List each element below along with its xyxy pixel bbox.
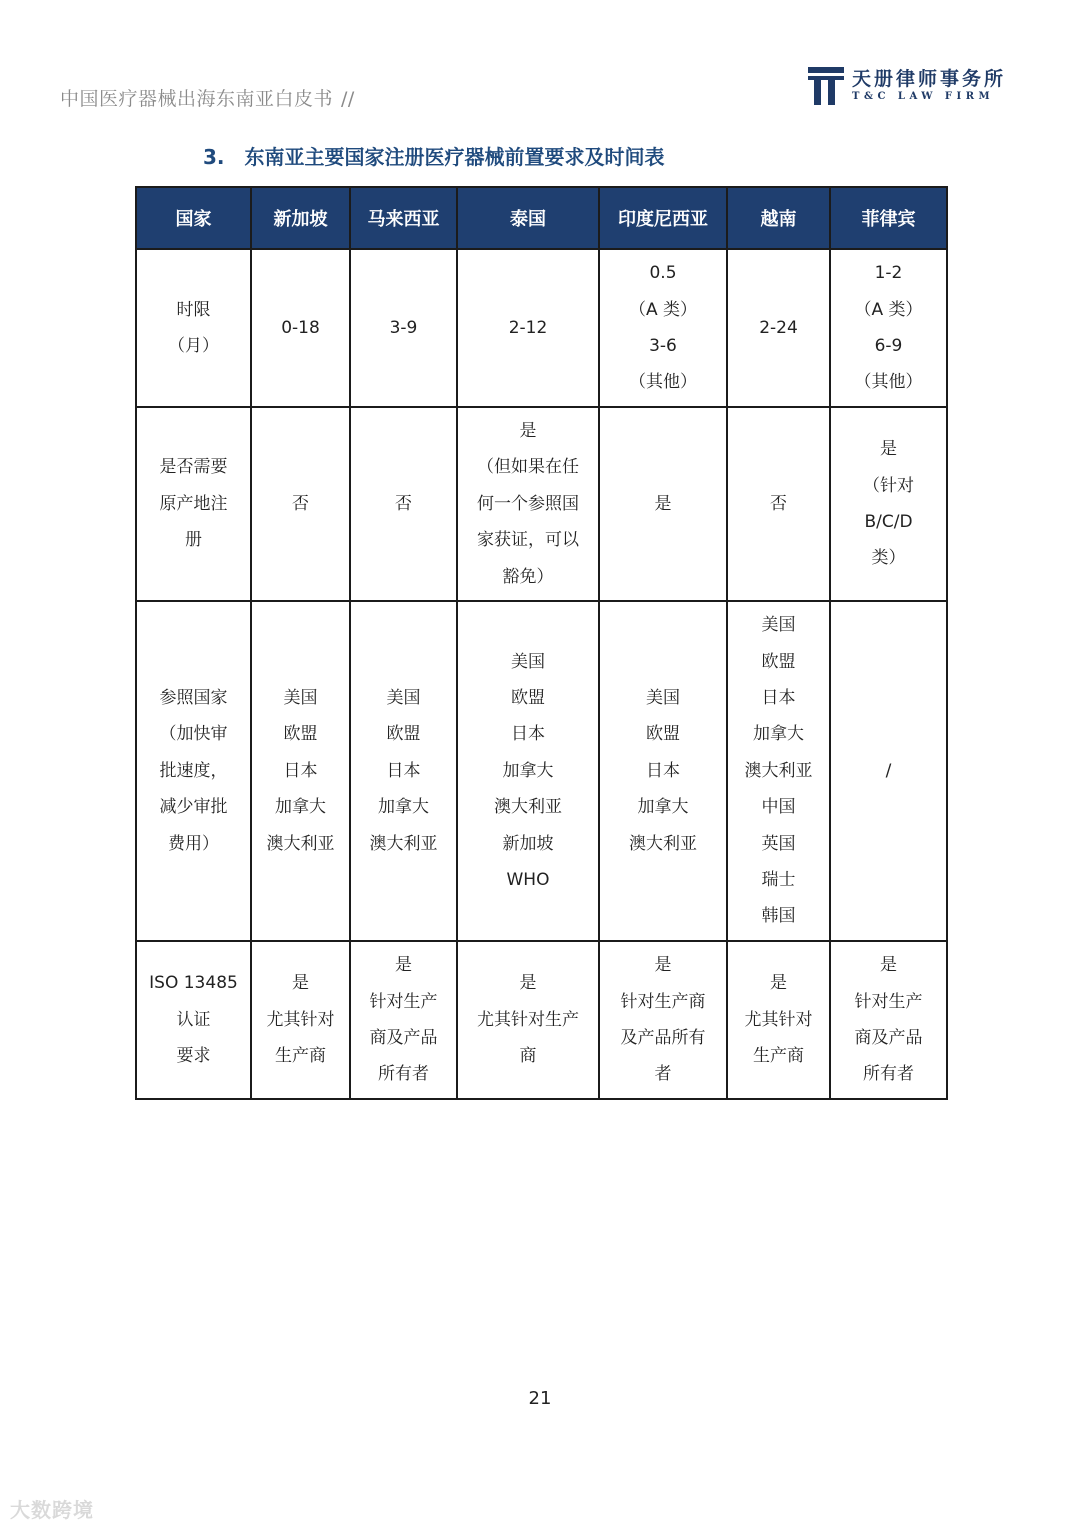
table-cell: 美国 欧盟 日本 加拿大 澳大利亚: [599, 601, 727, 941]
firm-name-cn: 天册律师事务所: [852, 68, 1007, 90]
table-cell: 美国 欧盟 日本 加拿大 澳大利亚 新加坡 WHO: [457, 601, 599, 941]
table-cell: 是 （但如果在任 何一个参照国 家获证，可以 豁免）: [457, 407, 599, 601]
section-title: [203, 141, 665, 170]
header-cell: 越南: [727, 187, 830, 249]
header-cell: 菲律宾: [830, 187, 947, 249]
table-cell: 是 尤其针对生产 商: [457, 941, 599, 1099]
table-row: [136, 941, 947, 1099]
table-cell: 美国 欧盟 日本 加拿大 澳大利亚 中国 英国 瑞士 韩国: [727, 601, 830, 941]
table-cell: 是 针对生产商 及产品所有 者: [599, 941, 727, 1099]
table-cell: 是 尤其针对 生产商: [727, 941, 830, 1099]
table-cell: 1-2 （A 类） 6-9 （其他）: [830, 249, 947, 407]
header-cell: 新加坡: [251, 187, 350, 249]
row-label-cell: 时限 （月）: [136, 249, 251, 407]
table-cell: 2-24: [727, 249, 830, 407]
doc-title: 中国医疗器械出海东南亚白皮书: [60, 88, 334, 110]
table-cell: 2-12: [457, 249, 599, 407]
watermark: [10, 1494, 94, 1523]
section-title-text: 东南亚主要国家注册医疗器械前置要求及时间表: [244, 145, 665, 169]
table-cell: 3-9: [350, 249, 457, 407]
table-row: [136, 249, 947, 407]
header-cell: 马来西亚: [350, 187, 457, 249]
table-header-row: [136, 187, 947, 249]
table-cell: 0-18: [251, 249, 350, 407]
table-cell: 否: [727, 407, 830, 601]
table-cell: 是 针对生产 商及产品 所有者: [350, 941, 457, 1099]
header-cell: 泰国: [457, 187, 599, 249]
table-cell: 否: [251, 407, 350, 601]
table-cell: 是 （针对 B/C/D 类）: [830, 407, 947, 601]
watermark-text: 大数跨境: [10, 1498, 94, 1522]
section-number: 3.: [203, 145, 225, 169]
requirements-table: [135, 186, 948, 1100]
header-cell: 国家: [136, 187, 251, 249]
table-cell: 是 尤其针对 生产商: [251, 941, 350, 1099]
table-cell: 是 针对生产 商及产品 所有者: [830, 941, 947, 1099]
table-cell: /: [830, 601, 947, 941]
table-cell: 美国 欧盟 日本 加拿大 澳大利亚: [350, 601, 457, 941]
table-row: [136, 407, 947, 601]
header-cell: 印度尼西亚: [599, 187, 727, 249]
row-label-cell: 参照国家 （加快审 批速度， 减少审批 费用）: [136, 601, 251, 941]
table-row: [136, 601, 947, 941]
header-separator: //: [341, 88, 355, 110]
document-header-title: [60, 84, 355, 111]
firm-logo-icon: [808, 67, 844, 105]
row-label-cell: ISO 13485 认证 要求: [136, 941, 251, 1099]
table-cell: 是: [599, 407, 727, 601]
table-cell: 美国 欧盟 日本 加拿大 澳大利亚: [251, 601, 350, 941]
firm-name-en: T&C LAW FIRM: [852, 91, 995, 102]
row-label-cell: 是否需要 原产地注 册: [136, 407, 251, 601]
firm-logo: [808, 66, 1006, 106]
page-number: 21: [528, 1388, 552, 1409]
table-cell: 否: [350, 407, 457, 601]
table-cell: 0.5 （A 类） 3-6 （其他）: [599, 249, 727, 407]
